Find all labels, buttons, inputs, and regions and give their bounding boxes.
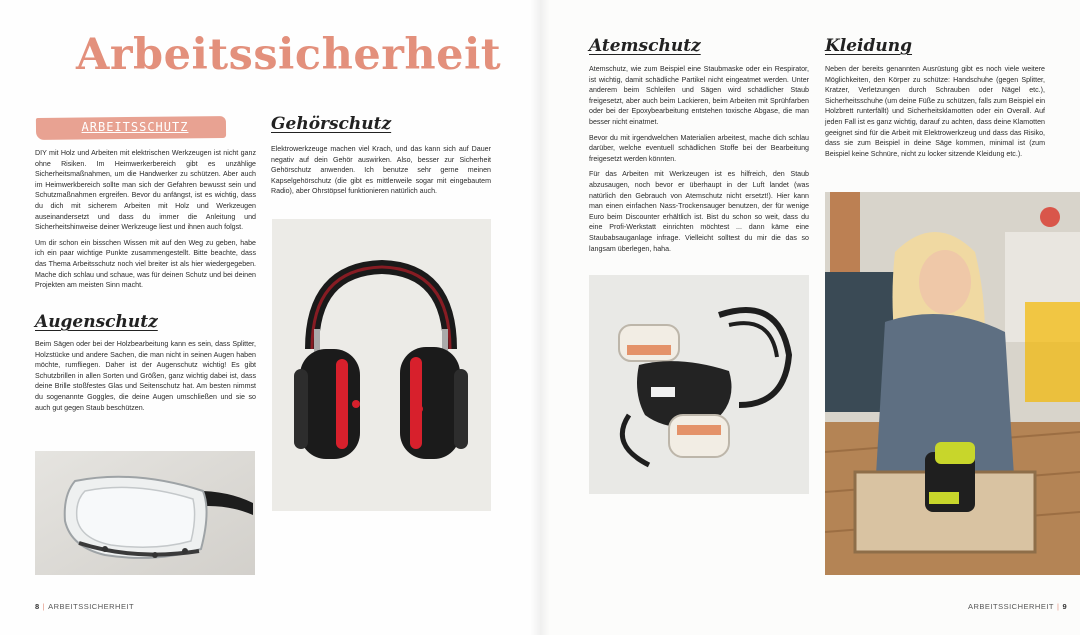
- paragraph: Für das Arbeiten mit Werkzeugen ist es hilfreich, den Staub abzusaugen, noch bevor er überhaupt in der Luft landet (was natürlich den Gebrauch von Atemschutz nicht ersetzt!). Hier kann man einen einfachen Nass-Trockensauger benutzen, der für wenige Euro beim Discounter erhältlich ist. Bist du schon so weit, dass du eine Profi-Werkstatt einrichten möchtest ... dann käme eine Staubabsauganlage infrage. Vielleicht solltest du mir die das so langsam überlegen, haha.: [589, 170, 809, 253]
- earmuffs-photo: [272, 219, 491, 511]
- paragraph: Beim Sägen oder bei der Holzbearbeitung kann es sein, dass Splitter, Holzstücke und andere Sachen, die man nicht in seinen Augen haben möchte, rumfliegen. Daher ist der Augenschutz wichtig! Es gibt Schutzbrillen in allen Sorten und Größen, ganz wichtig dabei ist, dass deine Brille stoßfestes Glas und Seitenschutz hat. Am besten nimmst du sogenannte Goggles, die deine Augen umschließen und sie so auch gut gegen Staub beschützen.: [35, 340, 256, 412]
- goggles-illustration: [35, 451, 255, 575]
- gehoerschutz-text: [271, 144, 491, 202]
- paragraph: Atemschutz, wie zum Beispiel eine Staubmaske oder ein Respirator, ist wichtig, damit schädliche Partikel nicht eingeatmet werden. Unter anderem beim Schleifen und Sägen wird schädlicher Staub freigesetzt, aber auch beim Lackieren, beim Arbeiten mit Sprühfarben oder bei der Epoxybearbeitung entstehen toxische Abgase, die man besser nicht einatmet.: [589, 65, 809, 126]
- paragraph: DIY mit Holz und Arbeiten mit elektrischen Werkzeugen ist nicht ganz ohne Risiken. Im Heimwerkerbereich gibt es unzählige Sicherheitsmaßnahmen, um die Handwerker zu schützen. Aber auch im Heimwerkbereich sollte man sich der Gefahren bewusst sein und Schutzmaßnahmen ergreifen. Bevor du anfängst, ist es wichtig, dass du dich mit sicherem Arbeiten mit Holz und Werkzeugen auseinandersetzt und dass du immer die Anleitung und Sicherheitshinweise deiner Werkzeuge liest und ihnen auch folgst.: [35, 149, 256, 232]
- kleidung-text: [825, 64, 1045, 164]
- paragraph: Elektrowerkzeuge machen viel Krach, und das kann sich auf Dauer negativ auf dein Gehör auswirken. Also, besser zur Sicherheit Gehörschutz anwenden. Ich benutze sehr gerne meinen Kapselgehörschutz (die gibt es mittlerweile sogar mit eingebautem Radio), aber Ohrstöpsel funktionieren natürlich auch.: [271, 145, 491, 196]
- atemschutz-text: [589, 64, 809, 259]
- woodworking-photo: [825, 192, 1080, 575]
- arbeitsschutz-text: [35, 148, 256, 296]
- footer-separator: |: [1057, 602, 1060, 611]
- footer-separator: |: [42, 602, 46, 611]
- paragraph: Um dir schon ein bisschen Wissen mit auf den Weg zu geben, habe ich ein paar wichtige Punkte zusammengestellt. Bitte beachte, dass das Thema Arbeitsschutz noch viel breiter ist als hier wiedergegeben. Mache dich schlau und schaue, was für deinen Schutz und bei deinen Projekten am meisten Sinn macht.: [35, 238, 256, 290]
- paragraph: Bevor du mit irgendwelchen Materialien arbeitest, mache dich schlau darüber, welche eventuell schädlichen Stoffe bei der Bearbeitung freigesetzt werden könnten.: [589, 133, 809, 163]
- footer-left: [35, 602, 134, 611]
- book-gutter: [530, 0, 550, 635]
- augenschutz-heading: Augenschutz: [35, 312, 158, 332]
- page-number: 8: [35, 602, 40, 611]
- footer-label: ARBEITSSICHERHEIT: [968, 602, 1055, 611]
- page-title: Arbeitssicherheit: [76, 30, 502, 80]
- section-banner-label: ARBEITSSCHUTZ: [81, 120, 189, 134]
- respirator-photo: [589, 275, 809, 494]
- page-number: 9: [1062, 602, 1068, 611]
- goggles-photo: [35, 451, 255, 575]
- paragraph: Neben der bereits genannten Ausrüstung gibt es noch viele weitere Möglichkeiten, den Körper zu schütze: Handschuhe (gegen Splitter, Kratzer, Verletzungen durch Schrauben oder Nägel etc.), Sicherheitsschuhe (um deine Füße zu schützen, falls zum Beispiel ein Holzbrett runterfällt) und Sicherheitsklamotten oder ein Overall. Auf jeden Fall ist es ganz wichtig, darauf zu achten, dass deine Klamotten geeignet sind für die Arbeit mit Elektrowerkzeug und dass das Risiko, dass sie zum Beispiel in deine Säge kommen, minimal ist (zum Beispiel keine Schnüre, nicht zu locker sitzende Kleidung etc.).: [825, 65, 1046, 158]
- gehoerschutz-heading: Gehörschutz: [271, 114, 392, 134]
- earmuffs-illustration: [272, 219, 491, 511]
- atemschutz-heading: Atemschutz: [589, 36, 701, 56]
- footer-right: [968, 602, 1067, 611]
- respirator-illustration: [589, 275, 809, 494]
- footer-label: ARBEITSSICHERHEIT: [48, 602, 135, 611]
- augenschutz-text: [35, 339, 256, 418]
- woman-drilling-illustration: [825, 192, 1080, 575]
- kleidung-heading: Kleidung: [825, 36, 913, 56]
